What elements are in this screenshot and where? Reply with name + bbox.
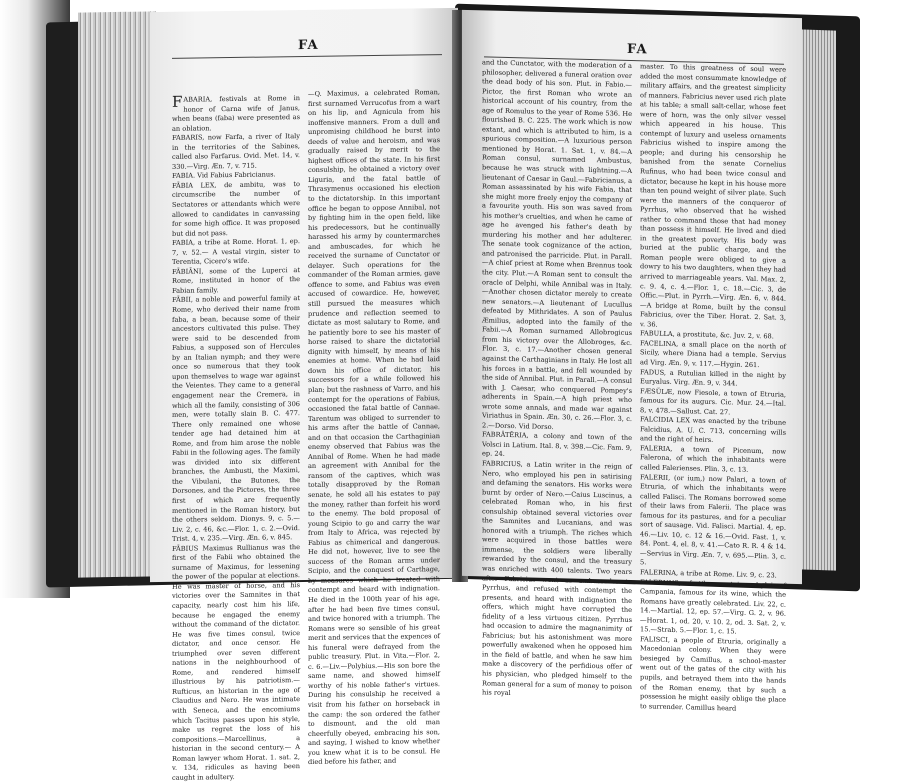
left-column-1 <box>172 94 300 783</box>
left-page <box>150 8 458 782</box>
entry-paragraph: FABARIA, festivals at Rome in honor of Carna wife of Janus, when beans (faba) were presented as an oblation. <box>172 92 300 133</box>
entry-paragraph: FACELINA, a small place on the north of Sicily, where Diana had a temple. Servius ad Virg. Æn. 9, v. 117.—Hygin. 261. <box>640 339 786 370</box>
entry-paragraph: FABULLA, a prostitute, &c. Juv. 2, v. 68. <box>640 329 774 341</box>
entry-paragraph: FABIA. Vid Fabius Fabricianus. <box>172 170 276 181</box>
entry-paragraph: and the Cunctator, with the moderation of a philosopher, delivered a funeral oration over the dead body of his son. Plut. in Fabio.—Pictor, the first Roman who wrote an historical account of his country, from the age of Romulus to the year of Rome 536. He flourished B. C. 225. The work which is now extant, and which is attributed to him, is a spurious composition.—A luxurious person mentioned by Horat. 1. Sat. 1, v. 84.—A Roman consul, surnamed Ambustus, because he was struck with lightning.—A lieutenant of Caesar in Gaul.—Fabricianus, a Roman assassinated by his wife Fabia, that she might more freely enjoy the company of a favourite youth. His son was saved from his mother's cruelties, and when he came of age he avenged his father's death by murdering his mother and her adulterer. The senate took cognizance of the action, and patronised the parricide. Plut. in Parall.—A chief priest at Rome when Brennus took the city. Plut.—A Roman sent to consult the oracle of Delphi, while Annibal was in Italy.—Another chosen dictator merely to create new senators.—A lieutenant of Lucullus defeated by Mithridates. A son of Paulus Æmilius, adopted into the family of the Fabii.—A Roman surnamed Allobrogicus from his victory over the Allobroges, &c. Flor. 3, c. 17.—Another chosen general against the Carthaginians in Italy. He lost all his forces in a battle, and fell wounded by the side of Annibal. Plut. in Parall.—A consul with J. Caesar, who conquered Pompey's adherents in Spain.—A high priest who wrote some annals, and made war against Viriathus in Spain. Æn. 30, c. 26.—Flor. 3, c. 2.—Dorso. Vid Dorso. <box>482 58 633 431</box>
entry-paragraph: FABRĀTĒRIA, a colony and town of the Volsci in Latium. Ital. 8, v. 398.—Cic. Fam. 9, ep. 24. <box>482 430 632 459</box>
left-running-head: FA <box>298 37 319 54</box>
entry-paragraph: FALERIA, a town of Picenum, now Falerona, of which the inhabitants were called Falerienses. Plin. 3, c. 13. <box>640 444 786 474</box>
entry-paragraph: FĀBIA LEX, de ambitu, was to circumscribe the number of Sectatores or attendants which were allowed to candidates in canvassing for some high office. It was proposed but did not pass. <box>172 179 300 238</box>
right-page <box>462 10 802 713</box>
entry-paragraph: master. To this greatness of soul were added the most consummate knowledge of military affairs, and the greatest simplicity of manners. Fabricius never used rich plate at his table; a small salt-cellar, whose feet were of horn, was the only silver vessel which appeared in his house. This contempt of luxury and useless ornaments Fabricius wished to inspire among the people; and during his censorship he banished from the senate Cornelius Rufinus, who had been twice consul and dictator, because he kept in his house more than ten pound weight of silver plate. Such were the manners of the conqueror of Pyrrhus, who observed that he wished rather to command those that had money than possess it himself. He lived and died in the greatest poverty. His body was buried at the public charge, and the Roman people were obliged to give a dowry to his two daughters, when they had arrived to marriageable years. Val. Max. 2, c. 9. 4, c. 4.—Flor. 1, c. 18.—Cic. 3, de Offic.—Plut. in Pyrrh.—Virg. Æn. 6, v. 844.—A bridge at Rome, built by the consul Fabricius, over the Tiber. Horat. 2. Sat. 3, v. 36. <box>640 62 786 329</box>
left-column-2 <box>308 88 440 768</box>
entry-paragraph: FALERNUS, a fertile mountain and plain of Campania, famous for its wine, which the Romans have greatly celebrated. Liv. 22, c. 14.—Martial. 12, ep. 57.—Virg. G. 2, v. 96.—Horat. 1, od. 20, v. 10. 2, od. 3. Sat. 2, v. 15.—Strab. 5.—Flor. 1, c. 15. <box>640 577 786 636</box>
right-running-head: FA <box>627 41 648 58</box>
right-column-2 <box>640 62 786 715</box>
entry-paragraph: FÆSŬLÆ, now Fiesole, a town of Etruria, famous for its augurs. Cic. Mur. 24.—Ital. 8, v. 478.—Sallust. Cat. 27. <box>640 386 786 417</box>
entry-paragraph: FĀBIĀNI, some of the Luperci at Rome, instituted in honor of the Fabian family. <box>172 265 300 295</box>
entry-paragraph: FABRICIUS, a Latin writer in the reign of Nero, who employed his pen in satirising and defaming the senators. His works were burnt by order of Nero.—Caius Luscinus, a celebrated Roman who, in his first consulship obtained several victories over the Samnites and Lucanians, and was honored with a triumph. The riches which were acquired in those battles were immense, the soldiers were liberally rewarded by the consul, and the treasury was enriched with 400 talents. Two years after Fabricius went as ambassador to Pyrrhus, and refused with contempt the presents, and heard with indignation the offers, which might have corrupted the fidelity of a less virtuous citizen. Pyrrhus had occasion to admire the magnanimity of Fabricius; but his astonishment was more powerfully awakened when he opposed him in the field of battle, and when he saw him make a discovery of the perfidious offer of his physician, who pledged himself to the Roman general for a sum of money to poison his royal <box>482 459 632 698</box>
entry-paragraph: FABARIS, now Farfa, a river of Italy in the territories of the Sabines, called also Farfarus. Ovid. Met. 14, v. 330.—Virg. Æn. 7, v. 715. <box>172 132 300 171</box>
entry-paragraph: FALISCI, a people of Etruria, originally a Macedonian colony. When they were besieged by Camillus, a school-master went out of the gates of the city with his pupils, and betrayed them into the hands of the Roman enemy, that by such a possession he might easily oblige the place to surrender. Camillus heard <box>640 635 786 713</box>
entry-paragraph: FABIA, a tribe at Rome. Horat. 1, ep. 7, v. 52.— A vestal virgin, sister to Terentia, Cicero's wife. <box>172 237 300 267</box>
entry-paragraph: FĀBIUS Maximus Rullianus was the first of the Fabii who obtained the surname of Maximus, for lessening the power of the popular at elections. He was master of horse, and his victories over the Samnites in that capacity, nearly cost him his life, because he engaged the enemy without the command of the dictator. He was five times consul, twice dictator, and once censor. He triumphed over seven different nations in the neighbourhood of Rome, and rendered himself illustrious by his patriotism.—Rufticus, an historian in the age of Claudius and Nero. He was intimate with Seneca, and the encomiums which Tacitus passes upon his style, make us regret the loss of his compositions.—Marcellinus, a historian in the second century.— A Roman lawyer whom Horat. 1. sat. 2, v. 134, ridicules as having been caught in adultery. <box>172 542 300 782</box>
entry-paragraph: —Q. Maximus, a celebrated Roman, first surnamed Verrucofus from a wart on his lip, and Agnicula from his inoffensive manners. From a dull and unpromising childhood he burst into deeds of value and heroism, and was gradually raised by merit to the highest offices of the state. In his first consulship, he obtained a victory over Liguria, and the fatal battle of Thrasymenus occasioned his election to the dictatorship. In this important office he began to oppose Annibal, not by fighting him in the open field, like his predecessors, but he continually harassed his army by countermarches and ambuscades, for which he received the surname of Cunctator or delayer. Such operations for the commander of the Roman armies, gave offence to some, and Fabius was even accused of cowardice. He, however, still pursued the measures which prudence and reflection seemed to dictate as most salutary to Rome, and he patiently bore to see his master of horse raised to share the dictatorial dignity with himself, by means of his enemies at home. When he had laid down his office of dictator, his successors for a while followed his plan; but the rashness of Varro, and his contempt for the operations of Fabius, occasioned the fatal battle of Cannae. Tarentum was obliged to surrender to his arms after the battle of Cannae, and on that occasion the Carthaginian enemy observed that Fabius was the Annibal of Rome. When he had made an agreement with Annibal for the ransom of the captives, which was totally disapproved by the Roman senate, he sold all his estates to pay the money, rather than forfeit his word to the enemy. The bold proposal of young Scipio to go and carry the war from Italy to Africa, was rejected by Fabius as chimerical and dangerous. He did not, however, live to see the success of the Roman arms under Scipio, and the conquest of Carthage, by measures which he treated with contempt and heard with indignation. He died in the 100th year of his age, after he had been five times consul, and twice honored with a triumph. The Romans were so sensible of his great merit and services that the expences of his funeral were defrayed from the public treasury. Plut. in Vita.—Flor. 2, c. 6.—Liv.—Polybius.—His son bore the same name, and showed himself worthy of his noble father's virtues. During his consulship he received a visit from his father on horseback in the camp: the son ordered the father to dismount, and the old man cheerfully obeyed, embracing his son, and saying, I wished to know whether you knew what it is to be consul. He died before his father, and <box>308 88 440 767</box>
entry-paragraph: FADUS, a Rutulian killed in the night by Euryalus. Virg. Æn. 9, v. 344. <box>640 367 786 388</box>
right-page-stack <box>800 29 836 570</box>
left-head-rule <box>172 54 442 59</box>
entry-paragraph: FALCIDIA LEX was enacted by the tribune Falcidius, A. U. C. 713, concerning wills and the right of heirs. <box>640 415 786 445</box>
entry-paragraph: FALERII, (or ium,) now Palari, a town of Etruria, of which the inhabitants were called Falisci. The Romans borrowed some of their laws from Falerii. The place was famous for its pastures, and for a peculiar sort of sausage. Vid. Falisci. Martial. 4, ep. 46.—Liv. 10, c. 12 & 16.—Ovid. Fast. 1, v. 84. Pont. 4, el. 8, v. 41.—Cato R. R. 4 & 14.—Servius in Virg. Æn. 7, v. 695.—Plin. 3, c. 5. <box>640 472 786 567</box>
entry-paragraph: FALERINA, a tribe at Rome. Liv. 9, c. 23. <box>640 568 777 580</box>
right-column-1 <box>482 58 632 701</box>
entry-paragraph: FĀBII, a noble and powerful family at Rome, who derived their name from faba, a bean, because some of their ancestors cultivated this pulse. They were said to be descended from Fabius, a supposed son of Hercules by an Italian nymph; and they were once so numerous that they took upon themselves to wage war against the Veientes. They came to a general engagement near the Cremera, in which all the family, consisting of 306 men, were totally slain B. C. 477. There only remained one whose tender age had detained him at Rome, and from him arose the noble Fabii in the following ages. The family was divided into six different branches, the Ambusti, the Maximi, the Vibulani, the Butones, the Dorsones, and the Pictores, the three first of which are frequently mentioned in the Roman history, but the others seldom. Dionys. 9, c. 5.—Liv. 2, c. 46, &c.—Flor. 1, c. 2.—Ovid. Trist. 4, v. 235.—Virg. Æn. 6, v. 845. <box>172 294 300 543</box>
left-page-stack <box>78 11 156 577</box>
